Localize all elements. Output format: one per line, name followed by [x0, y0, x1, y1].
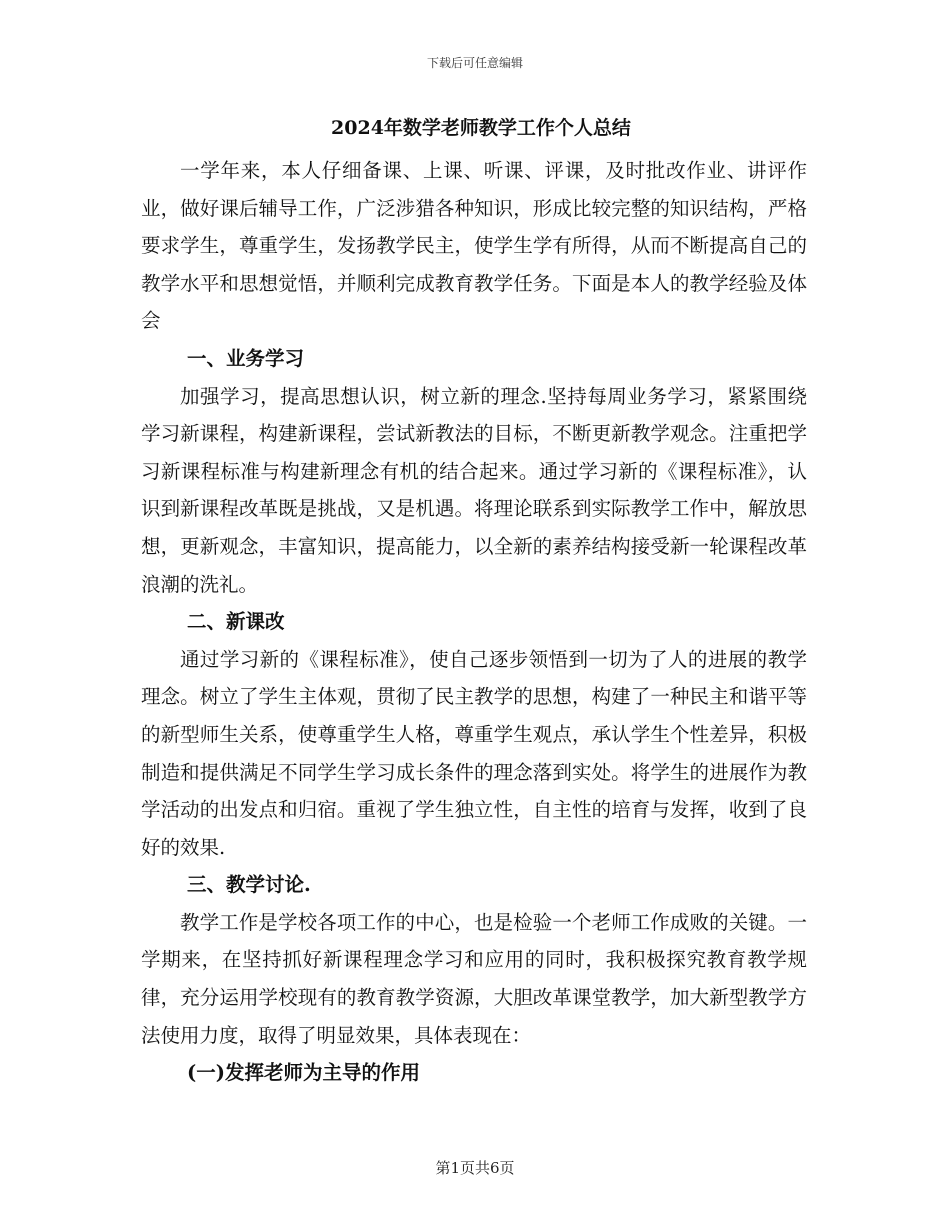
subsection-heading: (一)发挥老师为主导的作用: [187, 1061, 420, 1085]
section-heading-2: 二、新课改: [187, 610, 285, 634]
document-title: 2024年数学老师教学工作个人总结: [331, 117, 631, 139]
section-paragraph-1: 加强学习，提高思想认识，树立新的理念.坚持每周业务学习，紧紧围绕学习新课程，构建新课程，尝试新教法的目标，不断更新教学观念。注重把学习新课程标准与构建新理念有机的结合起来。通过学习新的《课程标准》，认识到新课程改革既是挑战，又是机遇。将理论联系到实际教学工作中，解放思想，更新观念，丰富知识，提高能力，以全新的素养结构接受新一轮课程改革浪潮的洗礼。: [141, 384, 807, 596]
intro-paragraph: 一学年来，本人仔细备课、上课、听课、评课，及时批改作业、讲评作业，做好课后辅导工作，广泛涉猎各种知识，形成比较完整的知识结构，严格要求学生，尊重学生，发扬教学民主，使学生学有所得，从而不断提高自己的教学水平和思想觉悟，并顺利完成教育教学任务。下面是本人的教学经验及体会: [141, 159, 807, 333]
document-body: [141, 114, 807, 1092]
header-note: 下载后可任意编辑: [426, 56, 523, 70]
section-heading-3: 三、教学讨论.: [187, 873, 311, 897]
section-paragraph-3: 教学工作是学校各项工作的中心，也是检验一个老师工作成败的关键。一学期来，在坚持抓好新课程理念学习和应用的同时，我积极探究教育教学规律，充分运用学校现有的教育教学资源，大胆改革课堂教学，加大新型教学方法使用力度，取得了明显效果，具体表现在：: [141, 910, 807, 1047]
section-paragraph-2: 通过学习新的《课程标准》，使自己逐步领悟到一切为了人的进展的教学理念。树立了学生主体观，贯彻了民主教学的思想，构建了一种民主和谐平等的新型师生关系，使尊重学生人格，尊重学生观点，承认学生个性差异，积极制造和提供满足不同学生学习成长条件的理念落到实处。将学生的进展作为教学活动的出发点和归宿。重视了学生独立性，自主性的培育与发挥，收到了良好的效果.: [141, 647, 807, 859]
page-number: 第1页共6页: [435, 1159, 515, 1177]
section-heading-1: 一、业务学习: [187, 346, 305, 370]
